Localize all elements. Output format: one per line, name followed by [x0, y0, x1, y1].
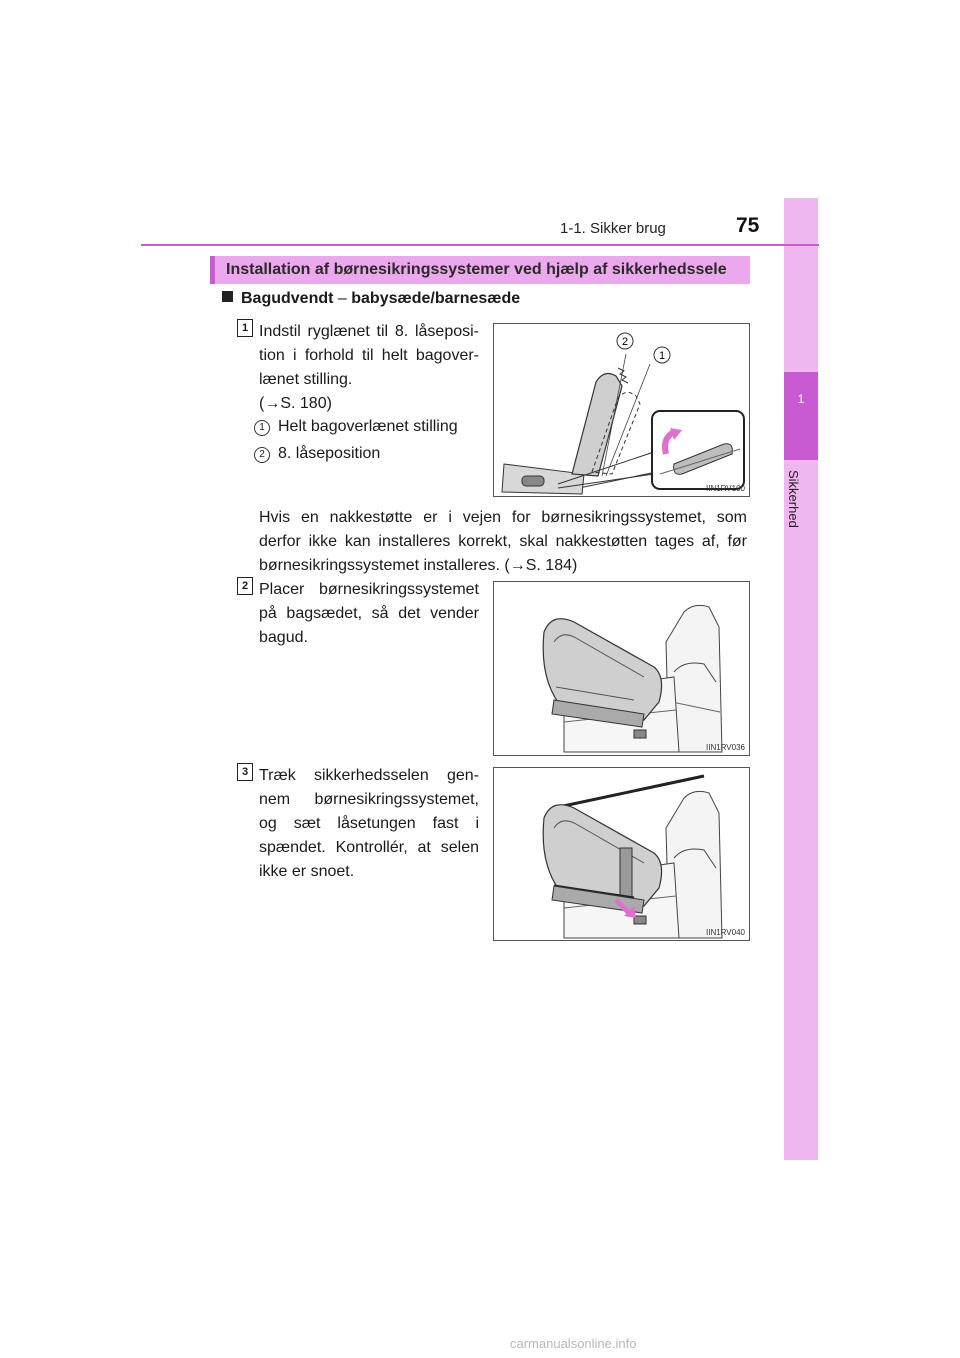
figure-seat-belt — [493, 767, 750, 941]
chapter-tab-active[interactable] — [784, 372, 818, 460]
step-number-3: 3 — [237, 763, 253, 781]
subheading — [222, 290, 520, 308]
bullet-square-icon — [222, 291, 233, 302]
figure-seat-recline — [493, 323, 750, 497]
subheading-dash: – — [333, 290, 352, 307]
note-line-2: derfor ikke kan installeres korrekt, skal nakkestøtten tages af, før — [259, 533, 747, 550]
step-1-ref: (→S. 180) — [259, 395, 332, 412]
step-3-line-2: nem børnesikringssystemet, — [259, 791, 479, 808]
step-1-line-3: lænet stilling. — [259, 371, 353, 388]
step-2-line-3: bagud. — [259, 629, 308, 646]
page-number: 75 — [736, 214, 760, 237]
figure-code-3: IIN1RV040 — [706, 928, 745, 937]
step-number-1: 1 — [237, 319, 253, 337]
step-2-line-1: Placer børnesikringssystemet — [259, 581, 479, 598]
step-number-2: 2 — [237, 577, 253, 595]
callout-text-2: 8. låseposition — [278, 445, 381, 462]
callout-2 — [254, 442, 380, 466]
step-1-line-1: Indstil ryglænet til 8. låseposi- — [259, 323, 479, 340]
watermark: carmanualsonline.info — [510, 1336, 637, 1351]
callout-number-1: 1 — [254, 420, 270, 436]
seat-recline-illustration — [494, 324, 749, 496]
header-rule — [141, 244, 819, 246]
chapter-title: Sikkerhed — [786, 470, 801, 528]
callout-number-2: 2 — [254, 447, 270, 463]
subheading-part1: Bagudvendt — [241, 290, 334, 307]
step-1-line-2: tion i forhold til helt bagover- — [259, 347, 479, 364]
note-line-1: Hvis en nakkestøtte er i vejen for børnesikringssystemet, som — [259, 509, 747, 526]
chapter-sidebar — [784, 198, 818, 1160]
chapter-number: 1 — [797, 392, 805, 406]
subheading-part2: babysæde/barnesæde — [351, 290, 521, 307]
step-3-line-3: og sæt låsetungen fast i — [259, 815, 479, 832]
step-3-line-4: spændet. Kontrollér, at selen — [259, 839, 479, 856]
figure-code-1: IIN1RV100 — [706, 484, 745, 493]
seat-belt-illustration — [494, 768, 749, 940]
step-3-line-5: ikke er snoet. — [259, 863, 355, 880]
seat-placement-illustration — [494, 582, 749, 755]
step-2-line-2: på bagsædet, så det vender — [259, 605, 479, 622]
callout-text-1: Helt bagoverlænet stilling — [278, 418, 458, 435]
figure-label-2: 2 — [621, 336, 629, 348]
figure-label-1: 1 — [658, 350, 666, 362]
figure-code-2: IIN1RV036 — [706, 743, 745, 752]
section-heading: Installation af børnesikringssystemer ved hjælp af sikkerhedssele — [226, 261, 727, 278]
step-3-line-1: Træk sikkerhedsselen gen- — [259, 767, 479, 784]
figure-seat-placement — [493, 581, 750, 756]
note-line-3: børnesikringssystemet installeres. (→S. 184) — [259, 557, 578, 574]
section-label: 1-1. Sikker brug — [560, 220, 666, 237]
callout-1 — [254, 415, 458, 439]
